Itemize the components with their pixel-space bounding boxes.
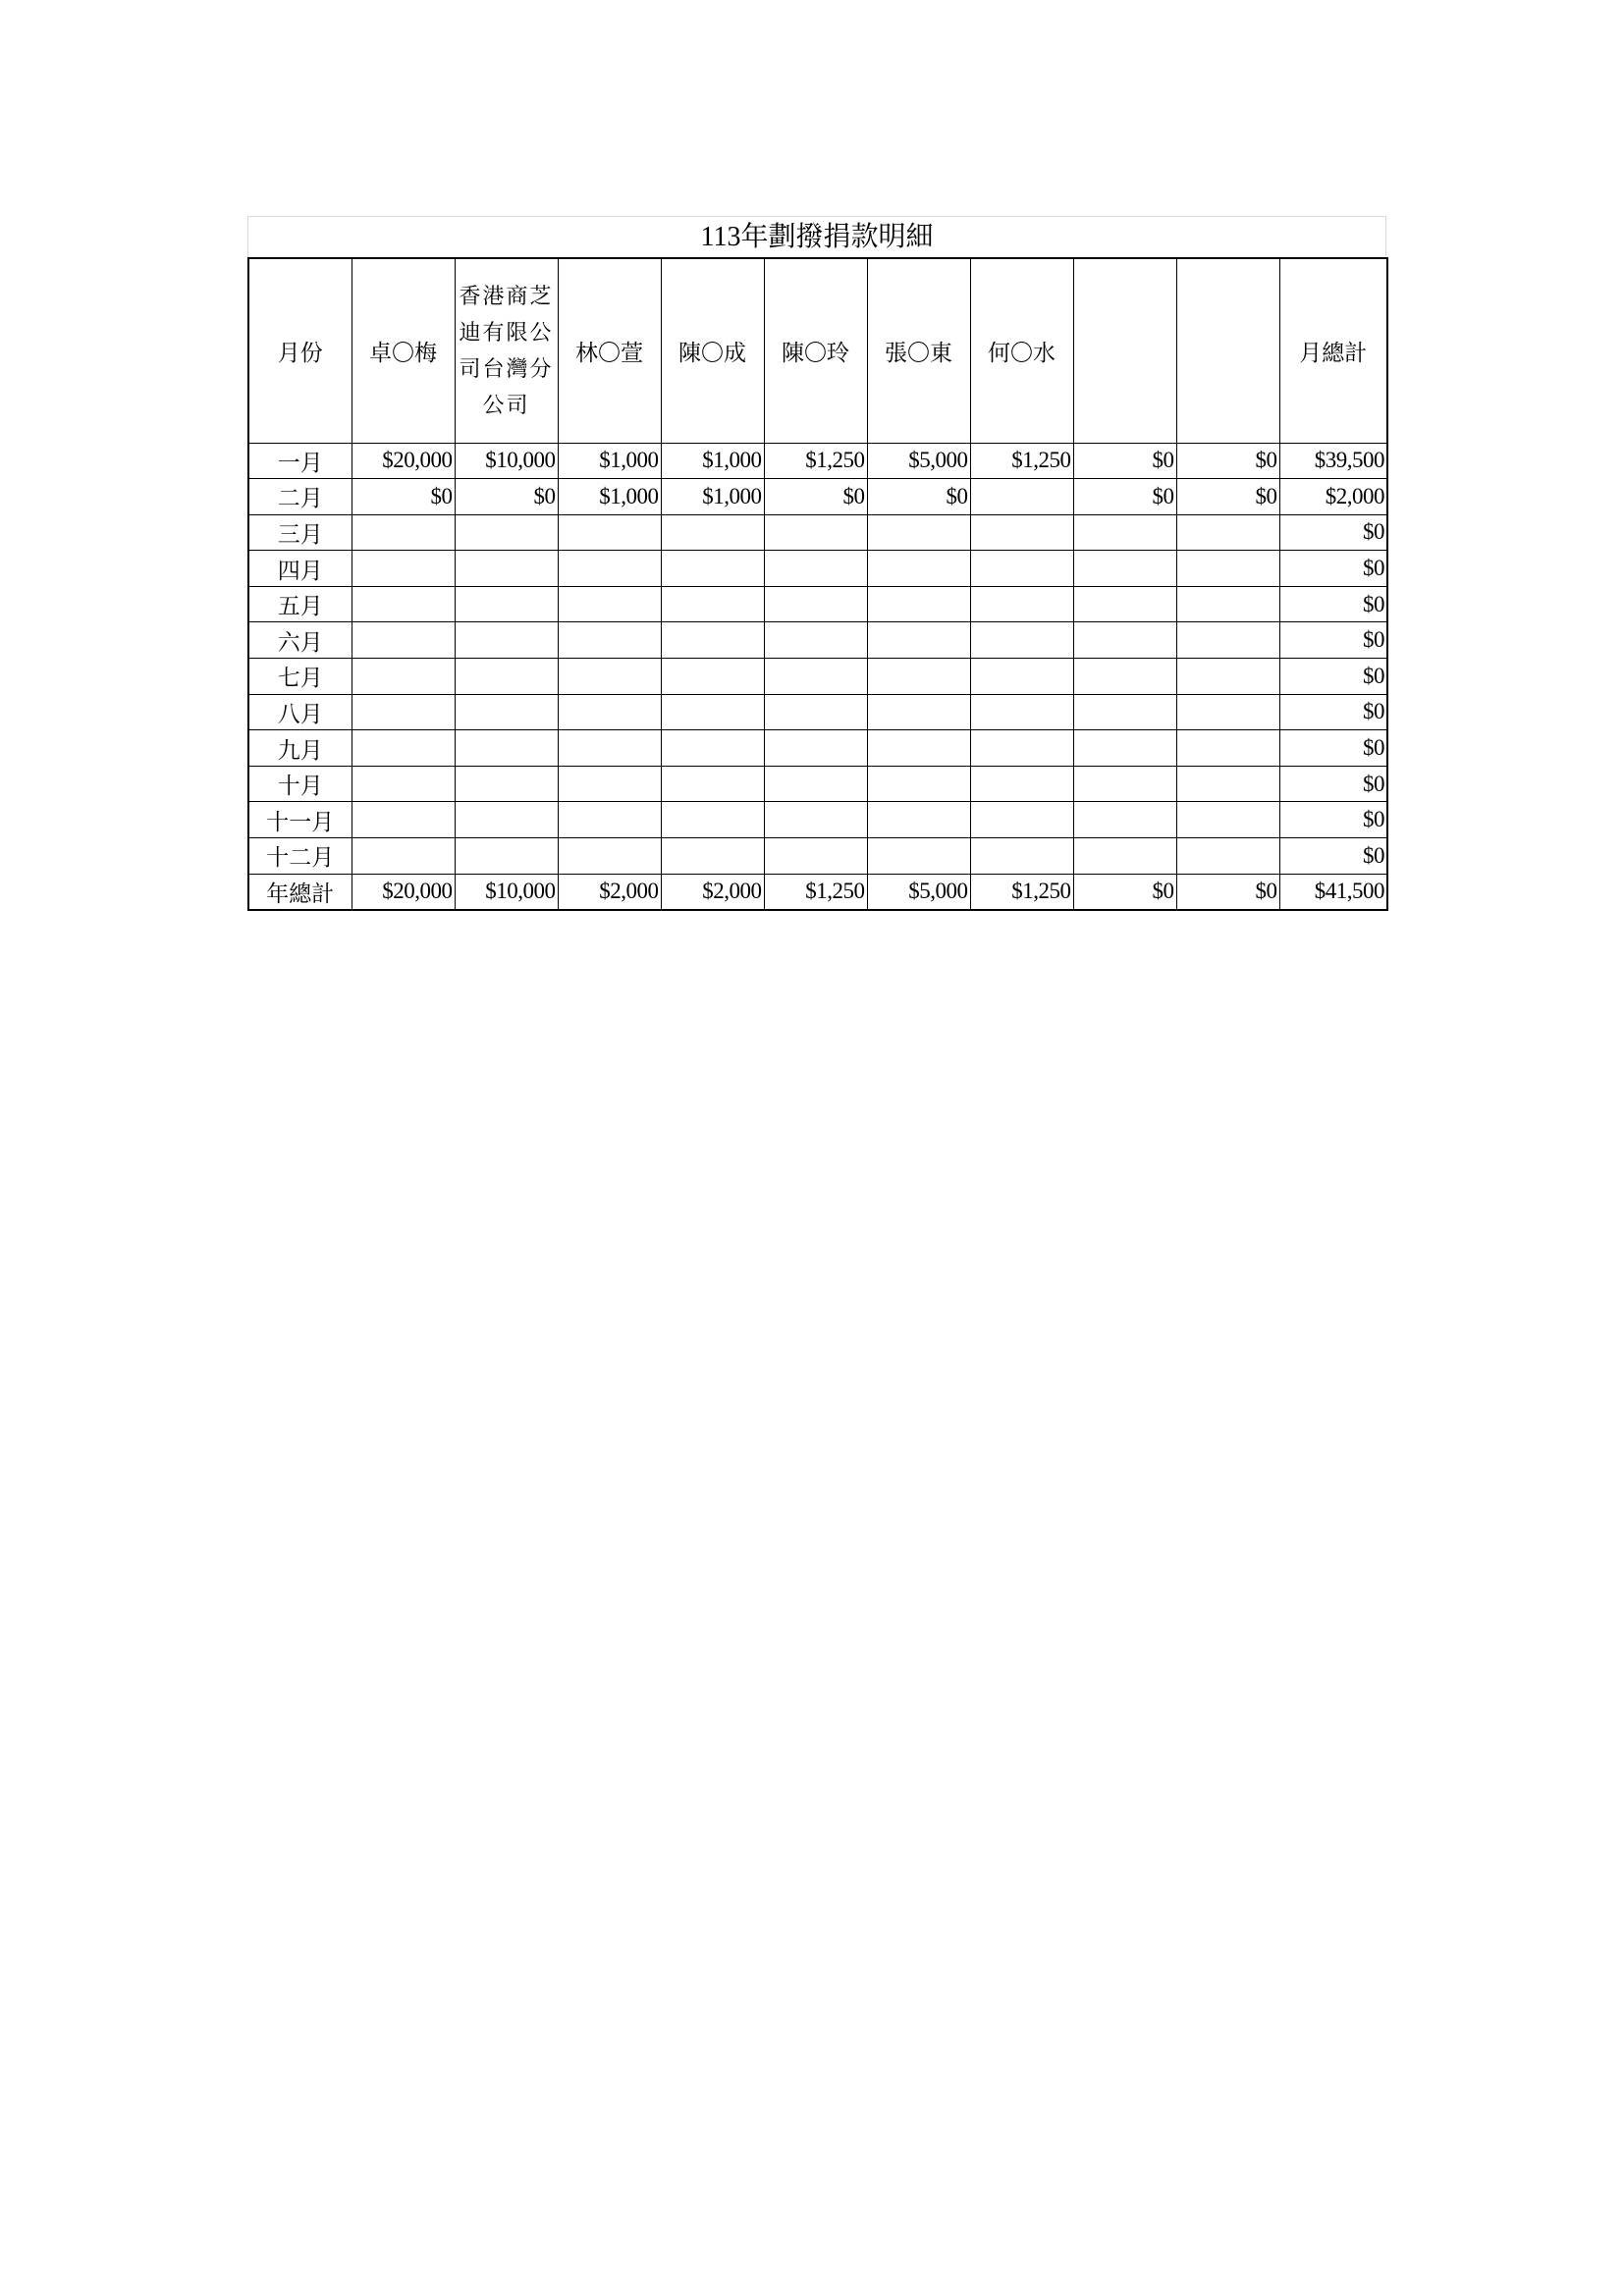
header-month: 月份	[248, 258, 352, 443]
table-row	[248, 659, 1387, 695]
header-donor: 張〇東	[867, 258, 970, 443]
amount-cell: $1,250	[764, 443, 867, 479]
month-label: 三月	[248, 514, 352, 551]
monthly-total-cell: $0	[1279, 551, 1387, 587]
header-donor: 陳〇玲	[764, 258, 867, 443]
amount-cell	[661, 659, 764, 695]
amount-cell: $0	[1073, 874, 1176, 910]
month-label: 七月	[248, 659, 352, 695]
amount-cell: $0	[352, 479, 455, 515]
month-label: 一月	[248, 443, 352, 479]
amount-cell	[764, 586, 867, 622]
amount-cell: $1,000	[558, 443, 661, 479]
header-donor: 香港商芝迪有限公司台灣分公司	[455, 258, 558, 443]
amount-cell	[558, 766, 661, 802]
header-blank	[1073, 258, 1176, 443]
amount-cell	[558, 622, 661, 659]
donation-table	[247, 257, 1388, 911]
amount-cell	[455, 802, 558, 838]
header-donor: 林〇萱	[558, 258, 661, 443]
amount-cell	[661, 730, 764, 767]
amount-cell	[970, 514, 1073, 551]
table-row	[248, 694, 1387, 730]
amount-cell: $1,250	[970, 874, 1073, 910]
amount-cell	[661, 838, 764, 875]
amount-cell: $0	[1073, 443, 1176, 479]
amount-cell	[558, 838, 661, 875]
month-label: 九月	[248, 730, 352, 767]
amount-cell	[970, 659, 1073, 695]
amount-cell	[661, 694, 764, 730]
amount-cell	[558, 802, 661, 838]
header-blank	[1176, 258, 1279, 443]
amount-cell	[970, 479, 1073, 515]
monthly-total-cell: $39,500	[1279, 443, 1387, 479]
monthly-total-cell: $0	[1279, 838, 1387, 875]
amount-cell	[1073, 622, 1176, 659]
amount-cell	[764, 838, 867, 875]
amount-cell	[1073, 730, 1176, 767]
amount-cell	[352, 838, 455, 875]
amount-cell: $2,000	[558, 874, 661, 910]
amount-cell	[1073, 694, 1176, 730]
total-label: 年總計	[248, 874, 352, 910]
amount-cell	[970, 622, 1073, 659]
amount-cell	[1176, 730, 1279, 767]
amount-cell	[661, 766, 764, 802]
amount-cell	[352, 694, 455, 730]
amount-cell	[558, 659, 661, 695]
amount-cell	[867, 802, 970, 838]
amount-cell	[455, 514, 558, 551]
amount-cell: $0	[764, 479, 867, 515]
amount-cell	[764, 514, 867, 551]
header-donor: 卓〇梅	[352, 258, 455, 443]
amount-cell	[970, 766, 1073, 802]
month-label: 十二月	[248, 838, 352, 875]
table-row	[248, 766, 1387, 802]
amount-cell: $20,000	[352, 443, 455, 479]
amount-cell	[867, 622, 970, 659]
amount-cell: $0	[455, 479, 558, 515]
amount-cell	[867, 730, 970, 767]
amount-cell	[558, 586, 661, 622]
amount-cell	[1176, 838, 1279, 875]
monthly-total-cell: $0	[1279, 659, 1387, 695]
amount-cell	[970, 586, 1073, 622]
amount-cell	[1073, 802, 1176, 838]
amount-cell	[455, 730, 558, 767]
amount-cell	[764, 802, 867, 838]
amount-cell	[352, 802, 455, 838]
amount-cell	[558, 514, 661, 551]
amount-cell	[764, 622, 867, 659]
table-row	[248, 551, 1387, 587]
monthly-total-cell: $0	[1279, 694, 1387, 730]
amount-cell	[867, 766, 970, 802]
header-monthly-total: 月總計	[1279, 258, 1387, 443]
month-label: 五月	[248, 586, 352, 622]
amount-cell: $1,000	[661, 443, 764, 479]
amount-cell: $0	[1176, 874, 1279, 910]
amount-cell	[1073, 659, 1176, 695]
amount-cell: $2,000	[661, 874, 764, 910]
month-label: 十一月	[248, 802, 352, 838]
amount-cell: $10,000	[455, 874, 558, 910]
month-label: 四月	[248, 551, 352, 587]
amount-cell	[558, 730, 661, 767]
table-row	[248, 838, 1387, 875]
amount-cell: $0	[1073, 479, 1176, 515]
amount-cell	[352, 730, 455, 767]
amount-cell	[970, 551, 1073, 587]
amount-cell	[352, 622, 455, 659]
amount-cell	[1073, 838, 1176, 875]
month-label: 二月	[248, 479, 352, 515]
amount-cell	[1176, 514, 1279, 551]
amount-cell	[455, 694, 558, 730]
month-label: 六月	[248, 622, 352, 659]
table-row	[248, 514, 1387, 551]
table-body	[248, 443, 1387, 910]
amount-cell: $1,250	[764, 874, 867, 910]
header-donor: 何〇水	[970, 258, 1073, 443]
amount-cell	[352, 586, 455, 622]
amount-cell	[867, 694, 970, 730]
amount-cell: $0	[1176, 443, 1279, 479]
amount-cell	[1176, 802, 1279, 838]
table-row	[248, 443, 1387, 479]
monthly-total-cell: $0	[1279, 802, 1387, 838]
monthly-total-cell: $0	[1279, 514, 1387, 551]
sheet-title: 113年劃撥捐款明細	[247, 216, 1386, 257]
amount-cell	[764, 551, 867, 587]
amount-cell	[867, 659, 970, 695]
amount-cell	[1176, 586, 1279, 622]
amount-cell	[867, 838, 970, 875]
table-row	[248, 586, 1387, 622]
monthly-total-cell: $0	[1279, 586, 1387, 622]
month-label: 八月	[248, 694, 352, 730]
amount-cell	[352, 551, 455, 587]
amount-cell	[867, 514, 970, 551]
amount-cell	[661, 802, 764, 838]
amount-cell	[1176, 659, 1279, 695]
monthly-total-cell: $0	[1279, 730, 1387, 767]
amount-cell	[661, 514, 764, 551]
amount-cell	[661, 622, 764, 659]
amount-cell	[455, 622, 558, 659]
amount-cell	[867, 586, 970, 622]
amount-cell	[661, 551, 764, 587]
amount-cell: $5,000	[867, 443, 970, 479]
amount-cell	[455, 551, 558, 587]
amount-cell	[455, 659, 558, 695]
amount-cell: $5,000	[867, 874, 970, 910]
amount-cell	[558, 551, 661, 587]
amount-cell	[455, 838, 558, 875]
amount-cell: $20,000	[352, 874, 455, 910]
amount-cell	[970, 694, 1073, 730]
amount-cell	[455, 766, 558, 802]
amount-cell: $10,000	[455, 443, 558, 479]
amount-cell	[661, 586, 764, 622]
amount-cell	[1176, 766, 1279, 802]
monthly-total-cell: $2,000	[1279, 479, 1387, 515]
table-row	[248, 802, 1387, 838]
monthly-total-cell: $0	[1279, 622, 1387, 659]
month-label: 十月	[248, 766, 352, 802]
amount-cell	[1176, 551, 1279, 587]
amount-cell	[455, 586, 558, 622]
amount-cell	[1073, 514, 1176, 551]
amount-cell: $1,000	[661, 479, 764, 515]
header-donor: 陳〇成	[661, 258, 764, 443]
monthly-total-cell: $41,500	[1279, 874, 1387, 910]
amount-cell	[352, 659, 455, 695]
amount-cell: $0	[1176, 479, 1279, 515]
amount-cell	[764, 659, 867, 695]
amount-cell	[764, 694, 867, 730]
amount-cell: $1,250	[970, 443, 1073, 479]
amount-cell	[1176, 694, 1279, 730]
total-row	[248, 874, 1387, 910]
table-row	[248, 479, 1387, 515]
table-row	[248, 622, 1387, 659]
header-row	[248, 258, 1387, 443]
amount-cell	[352, 766, 455, 802]
donation-sheet	[247, 216, 1386, 911]
monthly-total-cell: $0	[1279, 766, 1387, 802]
amount-cell	[970, 802, 1073, 838]
amount-cell	[970, 838, 1073, 875]
amount-cell	[1073, 551, 1176, 587]
amount-cell	[867, 551, 970, 587]
amount-cell	[764, 730, 867, 767]
amount-cell: $0	[867, 479, 970, 515]
amount-cell	[1073, 586, 1176, 622]
amount-cell	[970, 730, 1073, 767]
amount-cell	[352, 514, 455, 551]
amount-cell	[558, 694, 661, 730]
table-row	[248, 730, 1387, 767]
amount-cell	[1176, 622, 1279, 659]
amount-cell	[1073, 766, 1176, 802]
amount-cell: $1,000	[558, 479, 661, 515]
amount-cell	[764, 766, 867, 802]
